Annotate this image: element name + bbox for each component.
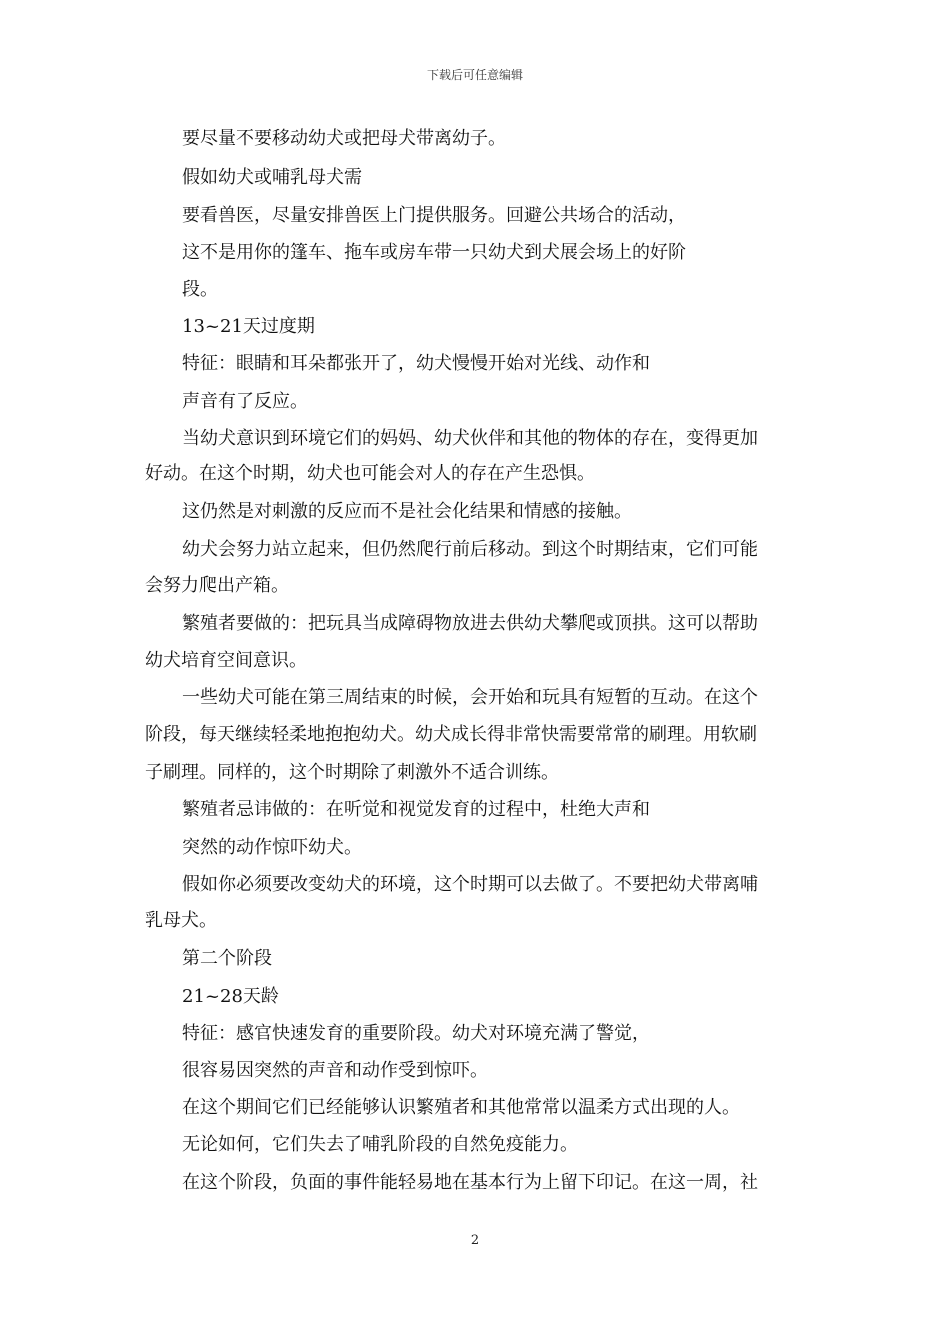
- text-line: 在这个阶段，负面的事件能轻易地在基本行为上留下印记。在这一周，社: [182, 1172, 758, 1193]
- text-line: 子刷理。同样的，这个时期除了刺激外不适合训练。: [145, 762, 559, 783]
- text-line: 特征：感官快速发育的重要阶段。幼犬对环境充满了警觉，: [182, 1023, 650, 1044]
- text-line: 段。: [182, 279, 218, 300]
- text-line: 一些幼犬可能在第三周结束的时候，会开始和玩具有短暂的互动。在这个: [182, 687, 758, 708]
- text-line: 阶段，每天继续轻柔地抱抱幼犬。幼犬成长得非常快需要常常的刷理。用软刷: [145, 724, 757, 745]
- text-line: 特征：眼睛和耳朵都张开了，幼犬慢慢开始对光线、动作和: [182, 353, 650, 374]
- text-line: 要尽量不要移动幼犬或把母犬带离幼子。: [182, 128, 506, 149]
- text-line: 无论如何，它们失去了哺乳阶段的自然免疫能力。: [182, 1134, 578, 1155]
- text-line: 繁殖者要做的：把玩具当成障碍物放进去供幼犬攀爬或顶拱。这可以帮助: [182, 613, 758, 634]
- text-line: 这不是用你的篷车、拖车或房车带一只幼犬到犬展会场上的好阶: [182, 242, 686, 263]
- text-line: 13~21天过度期: [182, 316, 315, 337]
- page-number: 2: [470, 1233, 480, 1248]
- text-line: 幼犬培育空间意识。: [145, 650, 307, 671]
- text-line: 当幼犬意识到环境它们的妈妈、幼犬伙伴和其他的物体的存在，变得更加: [182, 428, 758, 449]
- text-line: 幼犬会努力站立起来，但仍然爬行前后移动。到这个时期结束，它们可能: [182, 539, 758, 560]
- text-line: 突然的动作惊吓幼犬。: [182, 837, 362, 858]
- text-line: 要看兽医，尽量安排兽医上门提供服务。回避公共场合的活动，: [182, 205, 686, 226]
- text-line: 假如幼犬或哺乳母犬需: [182, 167, 362, 188]
- text-line: 这仍然是对刺激的反应而不是社会化结果和情感的接触。: [182, 501, 632, 522]
- text-line: 繁殖者忌讳做的：在听觉和视觉发育的过程中，杜绝大声和: [182, 799, 650, 820]
- text-line: 会努力爬出产箱。: [145, 575, 289, 596]
- text-line: 很容易因突然的声音和动作受到惊吓。: [182, 1060, 488, 1081]
- text-line: 好动。在这个时期，幼犬也可能会对人的存在产生恐惧。: [145, 463, 595, 484]
- text-line: 第二个阶段: [182, 948, 272, 969]
- text-line: 在这个期间它们已经能够认识繁殖者和其他常常以温柔方式出现的人。: [182, 1097, 740, 1118]
- page-header: 下载后可任意编辑: [426, 68, 523, 82]
- text-line: 乳母犬。: [145, 910, 217, 931]
- text-line: 21~28天龄: [182, 986, 279, 1007]
- text-line: 声音有了反应。: [182, 391, 308, 412]
- text-line: 假如你必须要改变幼犬的环境，这个时期可以去做了。不要把幼犬带离哺: [182, 874, 758, 895]
